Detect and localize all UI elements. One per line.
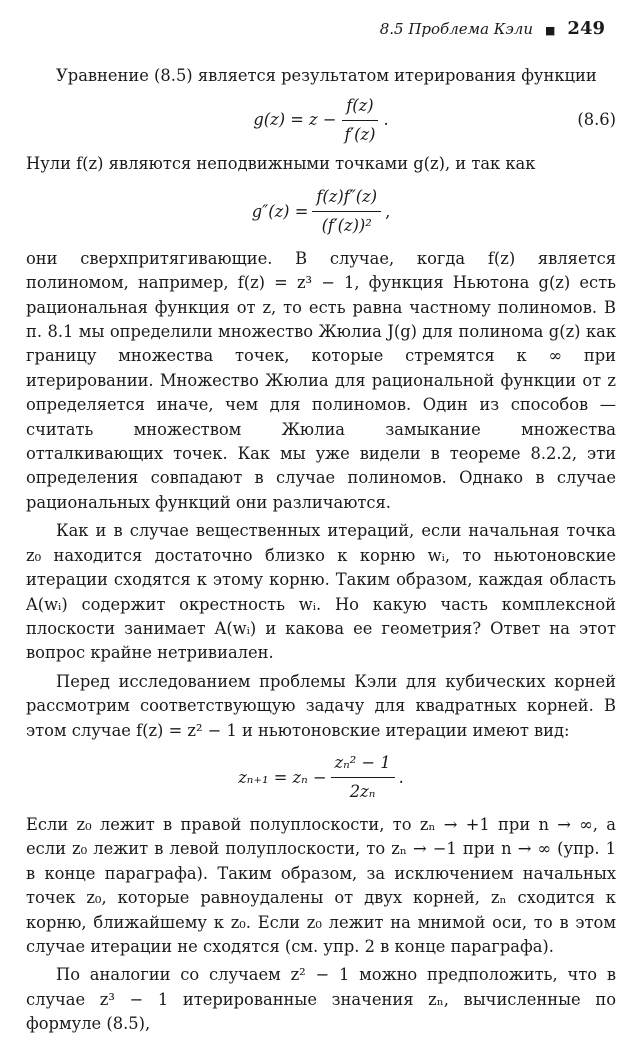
paragraph-6: Если z₀ лежит в правой полуплоскости, то zₙ → +1 при n → ∞, а если z₀ лежит в левой полуплоскости, то zₙ → −1 при n → ∞ (упр. 1 в конце параграфа). Таким образом, за исключением начальных точек z₀, которые равноудалены от двух корней, zₙ сходится к корню, ближайшему к z₀. Если z₀ лежит на мнимой оси, то в этом случае итерации не сходятся (см. упр. 2 в конце параграфа). bbox=[26, 814, 616, 956]
eq3-numerator: zₙ² − 1 bbox=[331, 751, 395, 778]
paragraph-5: Перед исследованием проблемы Кэли для кубических корней рассмотрим соответствующую задачу для квадратных корней. В этом случае f(z) = z² − 1 и ньютоновские итерации имеют вид: bbox=[26, 671, 616, 740]
page-number: 249 bbox=[567, 18, 605, 39]
page-body bbox=[26, 64, 616, 1037]
paragraph-7: По аналогии со случаем z² − 1 можно предположить, что в случае z³ − 1 итерированные значения zₙ, вычисленные по формуле (8.5), bbox=[26, 965, 616, 1034]
eq3-denominator: 2zₙ bbox=[349, 782, 376, 802]
running-header bbox=[380, 18, 605, 39]
eq2-lhs: g″(z) = bbox=[251, 201, 309, 221]
equation-g-second bbox=[26, 177, 616, 247]
eq1-lhs: g(z) = z − bbox=[253, 110, 337, 130]
eq1-label: (8.6) bbox=[577, 110, 616, 130]
eq1-denominator: f′(z) bbox=[344, 124, 376, 144]
paragraph-2: Нули f(z) являются неподвижными точками g(z), и так как bbox=[26, 154, 536, 174]
paragraph-1: Уравнение (8.5) является результатом итерирования функции bbox=[56, 66, 597, 85]
eq2-numerator: f(z)f″(z) bbox=[312, 185, 381, 212]
section-title: 8.5 Проблема Кэли bbox=[379, 20, 534, 38]
eq2-tail: , bbox=[385, 201, 391, 221]
eq1-fraction bbox=[340, 94, 379, 148]
eq3-tail: . bbox=[398, 767, 404, 787]
equation-8-6 bbox=[26, 88, 616, 152]
eq1-numerator: f(z) bbox=[342, 94, 377, 121]
eq2-fraction bbox=[312, 185, 381, 239]
paragraph-4: Как и в случае вещественных итераций, если начальная точка z₀ находится достаточно близко к корню wᵢ, то ньютоновские итерации сходятся к этому корню. Таким образом, каждая область A(wᵢ) содержит окрестность wᵢ. Но какую часть комплексной плоскости занимает A(wᵢ) и какова ее геометрия? Ответ на этот вопрос крайне нетривиален. bbox=[26, 521, 616, 663]
paragraph-3: они сверхпритягивающие. В случае, когда f(z) является полиномом, например, f(z) = z³ − 1, функция Ньютона g(z) есть рациональная функция от z, то есть равна частному полиномов. В п. 8.1 мы определили множество Жюлиа J(g) для полинома g(z) как границу множества точек, которые стремятся к ∞ при итерировании. Множество Жюлиа для рациональной функции от z определяется иначе, чем для полиномов. Один из способов — считать множеством Жюлиа замыкание множества отталкивающих точек. Как мы уже видели в теореме 8.2.2, эти определения совпадают в случае полиномов. Однако в случае рациональных функций они различаются. bbox=[26, 248, 616, 512]
eq1-tail: . bbox=[383, 110, 389, 130]
eq3-fraction bbox=[331, 751, 395, 805]
eq2-denominator: (f′(z))² bbox=[321, 216, 372, 236]
equation-newton-quadratic bbox=[26, 743, 616, 813]
header-bullet: ■ bbox=[545, 24, 556, 37]
eq3-lhs: zₙ₊₁ = zₙ − bbox=[238, 767, 327, 787]
